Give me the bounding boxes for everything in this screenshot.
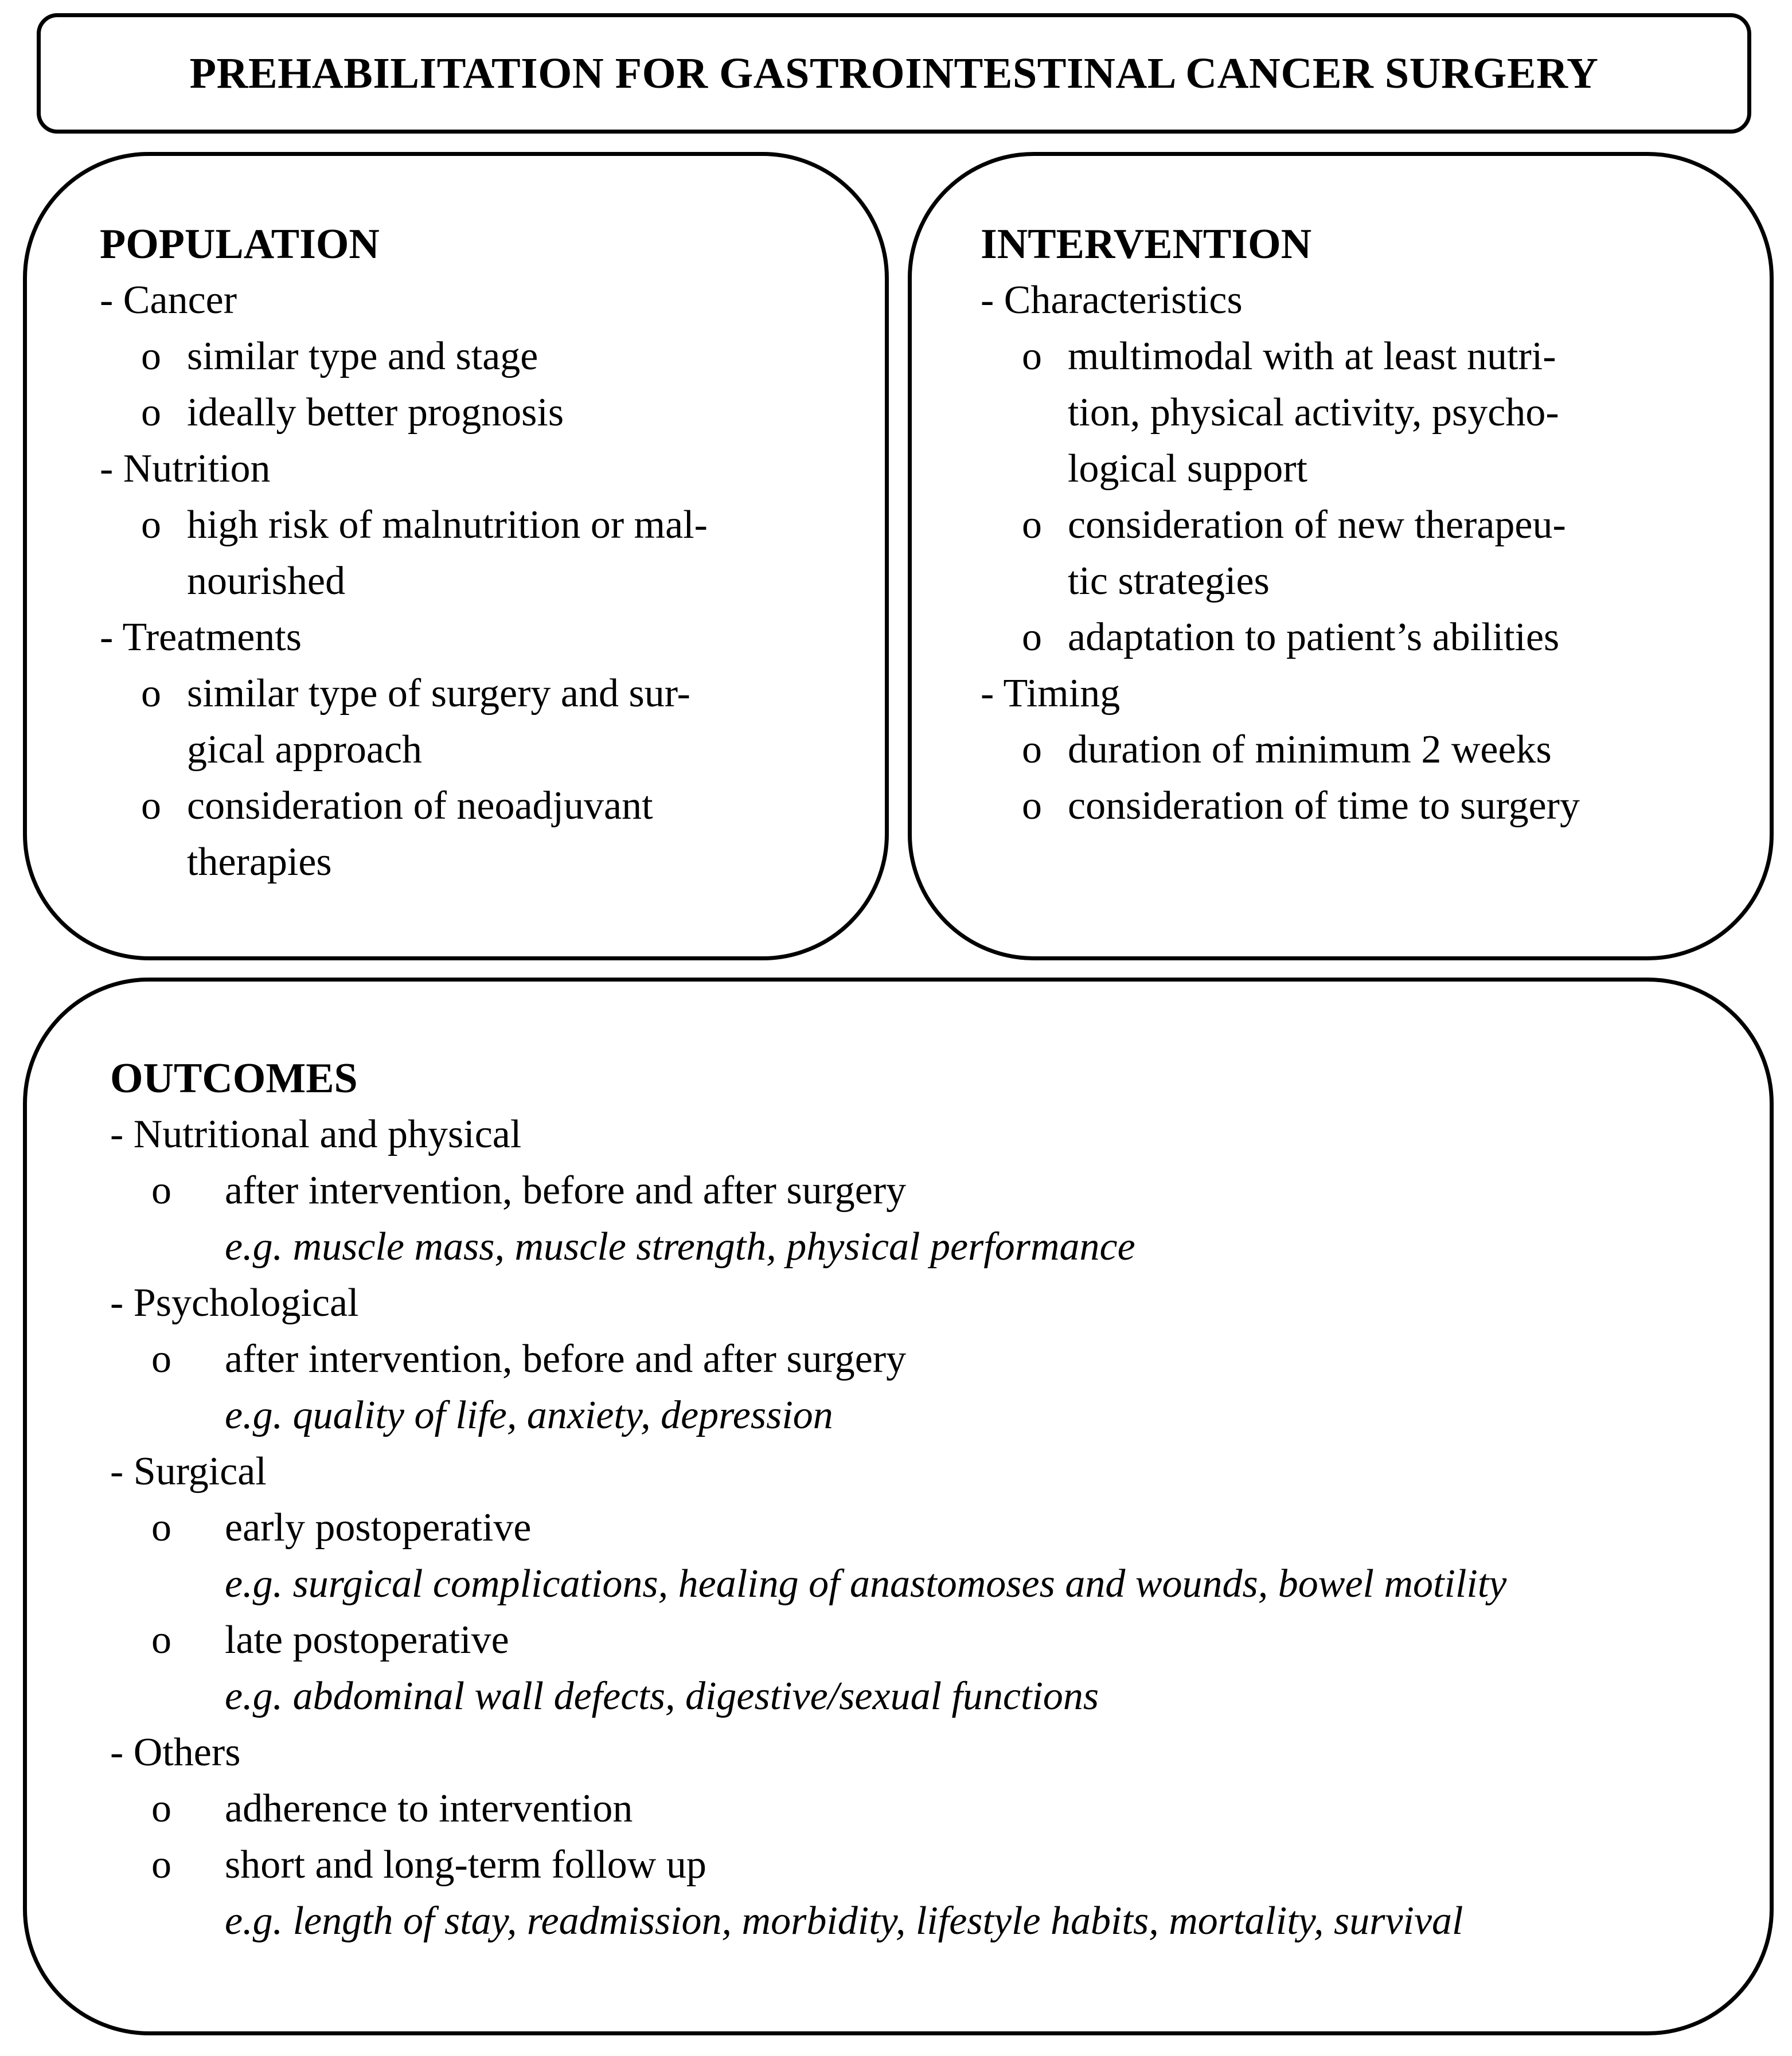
outcome-example: e.g. length of stay, readmission, morbidity, lifestyle habits, mortality, survival — [225, 1899, 1463, 1943]
diagram-title: PREHABILITATION FOR GASTROINTESTINAL CANCER SURGERY — [189, 49, 1599, 97]
population-item — [100, 329, 708, 385]
bullet-icon: o — [1022, 334, 1042, 378]
outcomes-item — [110, 1331, 1506, 1387]
bullet-icon: o — [141, 503, 161, 547]
outcome-example: e.g. muscle mass, muscle strength, physical performance — [225, 1225, 1135, 1269]
intervention-category-characteristics: - Characteristics — [981, 278, 1243, 322]
item-line: after intervention, before and after surgery — [225, 1337, 907, 1381]
item-line: consideration of new therapeu- — [1068, 503, 1566, 547]
bullet-icon: o — [151, 1843, 171, 1887]
outcomes-content — [110, 1050, 1506, 1949]
outcomes-heading: OUTCOMES — [110, 1055, 358, 1102]
outcomes-item — [110, 1837, 1506, 1893]
population-item — [100, 497, 708, 609]
bullet-icon: o — [1022, 503, 1042, 547]
item-line: ideally better prognosis — [187, 390, 564, 435]
bullet-icon: o — [151, 1787, 171, 1831]
item-line: early postoperative — [225, 1506, 532, 1550]
bullet-icon: o — [151, 1168, 171, 1213]
population-box — [23, 152, 889, 960]
item-line: similar type of surgery and sur- — [187, 671, 690, 716]
item-line: short and long-term follow up — [225, 1843, 706, 1887]
bullet-icon: o — [1022, 728, 1042, 772]
population-item — [100, 385, 708, 441]
outcomes-category-psychological: - Psychological — [110, 1281, 359, 1325]
intervention-heading: INTERVENTION — [981, 221, 1312, 268]
population-item — [100, 778, 708, 890]
item-line: late postoperative — [225, 1618, 509, 1662]
intervention-category-timing: - Timing — [981, 671, 1121, 716]
outcome-example: e.g. quality of life, anxiety, depression — [225, 1393, 833, 1437]
outcomes-box — [23, 978, 1774, 2035]
item-line: adaptation to patient’s abilities — [1068, 615, 1560, 659]
bullet-icon: o — [1022, 784, 1042, 828]
population-category-nutrition: - Nutrition — [100, 447, 271, 491]
item-line: similar type and stage — [187, 334, 538, 378]
intervention-item — [981, 778, 1580, 834]
bullet-icon: o — [141, 671, 161, 716]
bullet-icon: o — [151, 1618, 171, 1662]
bullet-icon: o — [151, 1506, 171, 1550]
intervention-item — [981, 722, 1580, 778]
outcomes-item — [110, 1163, 1506, 1219]
item-line: multimodal with at least nutri- — [1068, 334, 1556, 378]
bullet-icon: o — [141, 390, 161, 435]
item-line: gical approach — [187, 728, 423, 772]
item-line: adherence to intervention — [225, 1787, 633, 1831]
population-category-treatments: - Treatments — [100, 615, 302, 659]
item-line: therapies — [187, 840, 332, 884]
item-line: consideration of neoadjuvant — [187, 784, 653, 828]
population-heading: POPULATION — [100, 221, 380, 268]
population-item — [100, 666, 708, 778]
outcomes-item — [110, 1500, 1506, 1556]
intervention-item — [981, 497, 1580, 609]
item-line: duration of minimum 2 weeks — [1068, 728, 1552, 772]
intervention-box — [908, 152, 1774, 960]
outcomes-category-surgical: - Surgical — [110, 1449, 267, 1494]
population-content — [100, 216, 708, 890]
intervention-item — [981, 329, 1580, 497]
title-box — [37, 13, 1751, 134]
bullet-icon: o — [141, 334, 161, 378]
population-category-cancer: - Cancer — [100, 278, 237, 322]
item-line: high risk of malnutrition or mal- — [187, 503, 708, 547]
intervention-content — [981, 216, 1580, 834]
outcome-example: e.g. surgical complications, healing of anastomoses and wounds, bowel motility — [225, 1562, 1507, 1606]
item-line: nourished — [187, 559, 346, 603]
item-line: tion, physical activity, psycho- — [1068, 390, 1559, 435]
intervention-item — [981, 609, 1580, 666]
bullet-icon: o — [151, 1337, 171, 1381]
item-line: after intervention, before and after surgery — [225, 1168, 907, 1213]
outcome-example: e.g. abdominal wall defects, digestive/sexual functions — [225, 1674, 1099, 1718]
item-line: logical support — [1068, 447, 1307, 491]
outcomes-item — [110, 1781, 1506, 1837]
outcomes-item — [110, 1612, 1506, 1668]
item-line: tic strategies — [1068, 559, 1270, 603]
bullet-icon: o — [141, 784, 161, 828]
outcomes-category-nutritional-physical: - Nutritional and physical — [110, 1112, 522, 1156]
bullet-icon: o — [1022, 615, 1042, 659]
item-line: consideration of time to surgery — [1068, 784, 1580, 828]
outcomes-category-others: - Others — [110, 1730, 241, 1774]
